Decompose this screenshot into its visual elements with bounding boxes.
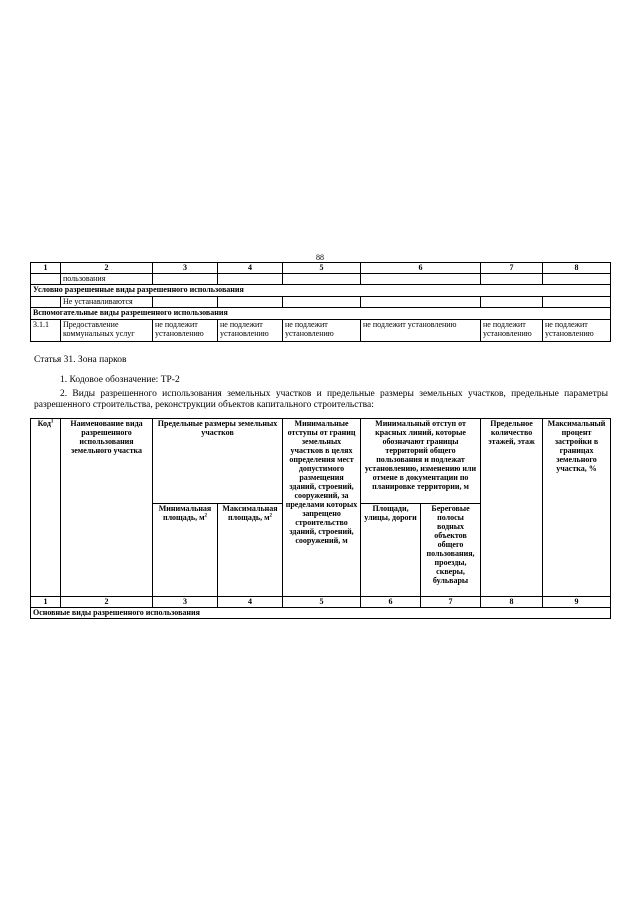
header-code: Код$^1$ xyxy=(31,419,61,597)
value-cell: не подлежит установлению xyxy=(543,320,611,342)
column-number: 3 xyxy=(153,597,218,608)
paragraph-code: 1. Кодовое обозначение: ТР-2 xyxy=(60,375,180,385)
header-min-setback: Минимальные отступы от границ земельных участков в целях определения мест допустимого размещения зданий, строений, сооружений, за пределами которых запрещено строительство зданий, строений, сооружений, м xyxy=(283,419,361,597)
value-cell: не подлежит установлению xyxy=(153,320,218,342)
header-row xyxy=(31,419,611,504)
header-sizes: Предельные размеры земельных участков xyxy=(153,419,283,504)
section-row xyxy=(31,608,611,619)
column-number: 5 xyxy=(283,597,361,608)
column-number: 3 xyxy=(153,263,218,274)
continued-table xyxy=(30,262,611,342)
column-number: 5 xyxy=(283,263,361,274)
paragraph-types: 2. Виды разрешенного использования земельных участков и предельные размеры земельных участков, предельные параметры разрешенного строительства, реконструкции объектов капитального строительства: xyxy=(34,389,608,410)
section-main: Основные виды разрешенного использования xyxy=(31,608,611,619)
header-min-area: Минимальная площадь, $м^2$ xyxy=(153,504,218,597)
header-max-area: Максимальная площадь, $м^2$ xyxy=(218,504,283,597)
column-number: 6 xyxy=(361,263,481,274)
column-number: 1 xyxy=(31,263,61,274)
value-cell: не подлежит установлению xyxy=(481,320,543,342)
section-auxiliary: Вспомогательные виды разрешенного использования xyxy=(31,308,611,320)
column-numbers-row xyxy=(31,597,611,608)
column-number: 9 xyxy=(543,597,611,608)
value-cell: не подлежит установлению xyxy=(218,320,283,342)
section-row xyxy=(31,285,611,297)
column-number: 8 xyxy=(481,597,543,608)
header-shores: Береговые полосы водных объектов общего пользования, проезды, скверы, бульвары xyxy=(421,504,481,597)
column-number: 7 xyxy=(421,597,481,608)
page-number: 88 xyxy=(316,253,324,262)
continued-cell: пользования xyxy=(61,274,153,285)
code-cell: 3.1.1 xyxy=(31,320,61,342)
column-number: 4 xyxy=(218,263,283,274)
column-number: 6 xyxy=(361,597,421,608)
header-red-lines: Минимальный отступ от красных линий, которые обозначают границы территорий общего пользования и подлежат установлению, изменению или отмене в документации по планировке территории, м xyxy=(361,419,481,504)
table-row xyxy=(31,320,611,342)
column-number: 2 xyxy=(61,597,153,608)
section-conditional: Условно разрешенные виды разрешенного использования xyxy=(31,285,611,297)
table-row xyxy=(31,297,611,308)
column-number: 8 xyxy=(543,263,611,274)
value-cell: не подлежит установлению xyxy=(361,320,481,342)
header-max-percent: Максимальный процент застройки в границах земельного участка, % xyxy=(543,419,611,597)
section-row xyxy=(31,308,611,320)
header-floors: Предельное количество этажей, этаж xyxy=(481,419,543,597)
not-established-cell: Не устанавливаются xyxy=(61,297,153,308)
header-squares: Площади, улицы, дороги xyxy=(361,504,421,597)
table-header-row xyxy=(31,263,611,274)
column-number: 1 xyxy=(31,597,61,608)
header-name: Наименование вида разрешенного использования земельного участка xyxy=(61,419,153,597)
column-number: 7 xyxy=(481,263,543,274)
article-title: Статья 31. Зона парков xyxy=(34,355,127,365)
column-number: 2 xyxy=(61,263,153,274)
table-row xyxy=(31,274,611,285)
zone-parameters-table xyxy=(30,418,611,619)
value-cell: не подлежит установлению xyxy=(283,320,361,342)
name-cell: Предоставление коммунальных услуг xyxy=(61,320,153,342)
column-number: 4 xyxy=(218,597,283,608)
